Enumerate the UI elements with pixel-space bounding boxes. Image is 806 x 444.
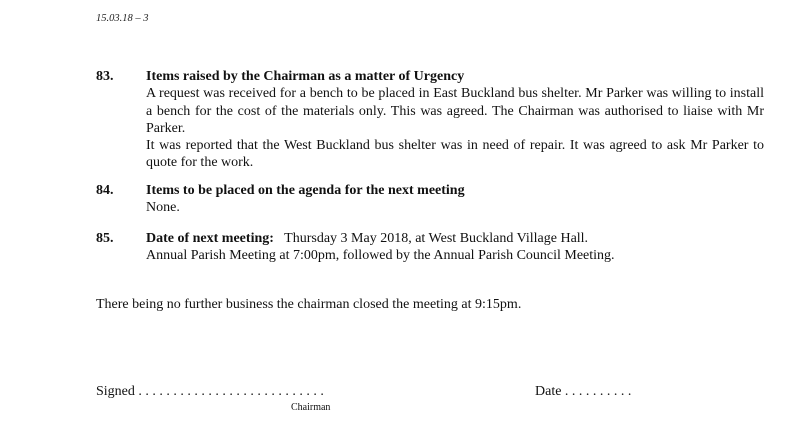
signed-caption: Chairman [291, 402, 331, 413]
item-title-continuation: Thursday 3 May 2018, at West Buckland Village Hall. [284, 231, 589, 246]
item-number: 85. [96, 231, 114, 246]
item-body [146, 230, 764, 265]
item-paragraph: Annual Parish Meeting at 7:00pm, followed by the Annual Parish Council Meeting. [146, 248, 615, 264]
item-title: Items to be placed on the agenda for the next meeting [146, 183, 465, 198]
item-paragraph: None. [146, 200, 180, 216]
item-body [146, 182, 764, 217]
item-title: Date of next meeting: [146, 231, 274, 246]
item-number: 84. [96, 183, 114, 198]
signed-line: Signed . . . . . . . . . . . . . . . . . . . . . . . . . . . [96, 384, 324, 399]
closing-statement: There being no further business the chairman closed the meeting at 9:15pm. [96, 297, 522, 312]
item-title: Items raised by the Chairman as a matter of Urgency [146, 69, 465, 84]
item-paragraph: It was reported that the West Buckland bus shelter was in need of repair. It was agreed to ask Mr Parker to quote for the work. [146, 138, 764, 171]
date-line: Date . . . . . . . . . . [535, 384, 632, 399]
page-reference: 15.03.18 – 3 [96, 13, 149, 24]
item-paragraph: A request was received for a bench to be placed in East Buckland bus shelter. Mr Parker was willing to install a bench for the cost of the materials only. This was agreed. The Chairman was authorised to liaise with Mr Parker. [146, 86, 764, 136]
item-title-line [146, 230, 764, 247]
item-body [146, 68, 764, 172]
item-number: 83. [96, 69, 114, 84]
